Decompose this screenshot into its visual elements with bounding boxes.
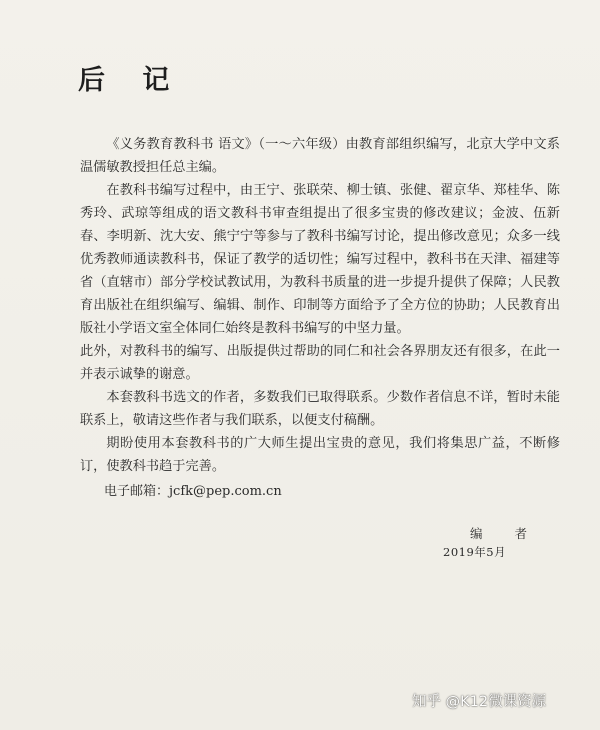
email-address[interactable]: jcfk@pep.com.cn [169, 484, 282, 499]
afterword-body [80, 133, 560, 478]
watermark: 知乎 @K12微课资源 [412, 694, 547, 710]
email-label: 电子邮箱： [104, 484, 170, 499]
paragraph-thanks: 此外，对教科书的编写、出版提供过帮助的同仁和社会各界朋友还有很多，在此一并表示诚挚的谢意。 [80, 344, 560, 382]
paragraph-intro: 《义务教育教科书 语文》（一～六年级）由教育部组织编写，北京大学中文系温儒敏教授担任总主编。 [80, 137, 560, 175]
paragraph-acknowledgements: 在教科书编写过程中，由王宁、张联荣、柳士镇、张健、翟京华、郑桂华、陈秀玲、武琼等组成的语文教科书审查组提出了很多宝贵的修改建议；金波、伍新春、李明新、沈大安、熊宁宁等参与了教科书编写讨论，提出修改意见；众多一线优秀教师通读教科书，保证了教学的适切性；编写过程中，教科书在天津、福建等省（直辖市）部分学校试教试用，为教科书质量的进一步提升提供了保障；人民教育出版社在组织编写、编辑、制作、印制等方面给予了全方位的协助；人民教育出版社小学语文室全体同仁始终是教科书编写的中坚力量。 [80, 183, 560, 336]
email-line [104, 480, 282, 499]
paragraph-feedback: 期盼使用本套教科书的广大师生提出宝贵的意见，我们将集思广益，不断修订，使教科书趋于完善。 [80, 436, 560, 474]
editor-signature: 编 者 [470, 526, 541, 541]
paragraph-authors: 本套教科书选文的作者，多数我们已取得联系。少数作者信息不详，暂时未能联系上，敬请这些作者与我们联系，以便支付稿酬。 [80, 390, 560, 428]
page-title: 后 记 [78, 65, 184, 96]
signature-date: 2019年5月 [443, 545, 507, 559]
